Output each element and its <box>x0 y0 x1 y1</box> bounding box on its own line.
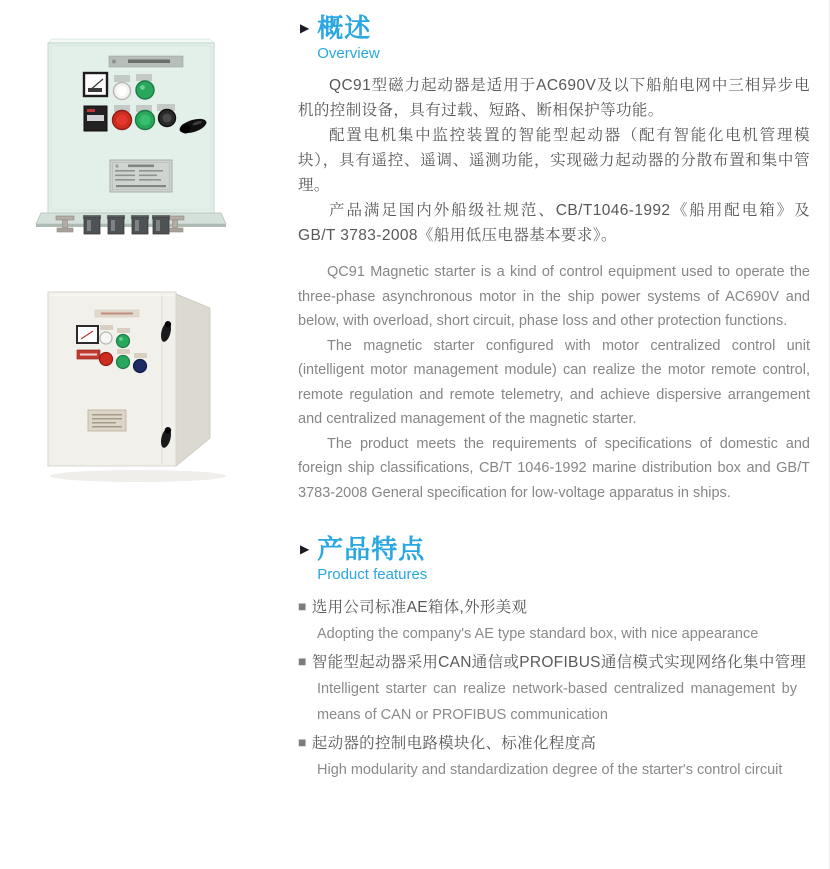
ammeter <box>84 73 107 96</box>
feature-item <box>298 649 810 728</box>
square-bullet-icon: ■ <box>298 734 307 750</box>
red-pushbutton <box>100 353 113 366</box>
ammeter <box>77 326 98 343</box>
feature-item <box>298 594 810 647</box>
button-label-green <box>117 349 130 354</box>
overview-title-en: Overview <box>317 45 380 62</box>
feature-title-zh: 起动器的控制电路模块化、标准化程度高 <box>311 735 597 752</box>
product-photo-front-view <box>33 36 243 248</box>
overview-text-zh <box>298 73 810 248</box>
nameplate <box>110 160 172 192</box>
indicator-lamp-green <box>136 81 154 99</box>
overview-paragraph-en: QC91 Magnetic starter is a kind of control equipment used to operate the three-phase asynchronous motor in the ship power systems of AC690V and below, with overload, short circuit, phase loss and other protection functions. <box>298 264 810 329</box>
features-header <box>298 533 810 584</box>
feature-desc-en: High modularity and standardization degree of the starter's control circuit <box>317 762 783 778</box>
feature-desc-en: Intelligent starter can realize network-based centralized management by means of CAN or PROFIBUS communication <box>317 681 797 723</box>
features-title-en: Product features <box>317 566 428 583</box>
lamp-label-green <box>136 74 152 81</box>
section-arrow-icon: ▶ <box>300 21 310 35</box>
green-pushbutton <box>136 111 155 130</box>
overview-paragraph-zh: 产品满足国内外船级社规范、CB/T1046-1992《船用配电箱》及GB/T 3783-2008《船用低压电器基本要求》。 <box>298 202 810 244</box>
features-section <box>298 533 810 783</box>
red-warning-label <box>77 350 100 359</box>
feature-title-zh: 选用公司标准AE箱体,外形美观 <box>311 599 528 616</box>
overview-paragraph-zh: 配置电机集中监控装置的智能型起动器（配有智能化电机管理模块），具有遥控、遥调、遥测功能，实现磁力起动器的分散布置和集中管理。 <box>298 127 810 194</box>
black-pushbutton <box>159 110 176 127</box>
cabinet-shadow <box>50 470 226 482</box>
overview-title-zh: 概述 <box>317 13 372 43</box>
starter-box-front-illustration <box>33 36 243 248</box>
overview-header <box>298 12 810 63</box>
lamp-label-green <box>117 328 130 333</box>
content-column <box>298 12 810 783</box>
overview-section <box>298 12 810 505</box>
cabinet-front-face <box>48 292 176 466</box>
nameplate <box>88 410 126 431</box>
indicator-lamp-white <box>100 332 112 344</box>
starter-box-perspective-illustration <box>38 270 258 488</box>
overview-paragraph-zh: QC91型磁力起动器是适用于AC690V及以下船舶电网中三相异步电机的控制设备，具有过载、短路、断相保护等功能。 <box>298 77 810 119</box>
overview-text-en <box>298 260 810 505</box>
cabinet-side-panel <box>176 294 210 466</box>
button-label-navy <box>134 353 147 358</box>
lamp-label-white <box>114 75 130 82</box>
cabinet-top-bevel <box>48 39 214 43</box>
navy-pushbutton <box>134 360 147 373</box>
section-arrow-icon: ▶ <box>300 542 310 556</box>
overview-paragraph-en: The product meets the requirements of specifications of domestic and foreign ship classifications, CB/T 1046-1992 marine distribution box and GB/T 3783-2008 General specification for low-voltage apparatus in ships. <box>298 435 810 501</box>
square-bullet-icon: ■ <box>298 653 307 669</box>
indicator-lamp-white <box>114 83 131 100</box>
features-title-zh: 产品特点 <box>317 534 426 564</box>
indicator-lamp-green <box>117 335 130 348</box>
feature-title-zh: 智能型起动器采用CAN通信或PROFIBUS通信模式实现网络化集中管理 <box>311 654 807 671</box>
lamp-label-white <box>100 325 113 330</box>
feature-desc-en: Adopting the company's AE type standard box, with nice appearance <box>317 626 759 642</box>
red-pushbutton <box>113 111 132 130</box>
feature-item <box>298 730 810 783</box>
panel-label <box>109 56 183 67</box>
green-pushbutton <box>117 356 130 369</box>
circuit-breaker <box>84 106 107 131</box>
product-photo-perspective-view <box>38 270 258 488</box>
panel-label <box>95 310 139 317</box>
square-bullet-icon: ■ <box>298 598 307 614</box>
overview-paragraph-en: The magnetic starter configured with motor centralized control unit (intelligent motor management module) can realize the motor remote control, remote regulation and remote telemetry, and achieve dispersive arrangement and centralized management of the magnetic starter. <box>298 337 810 427</box>
